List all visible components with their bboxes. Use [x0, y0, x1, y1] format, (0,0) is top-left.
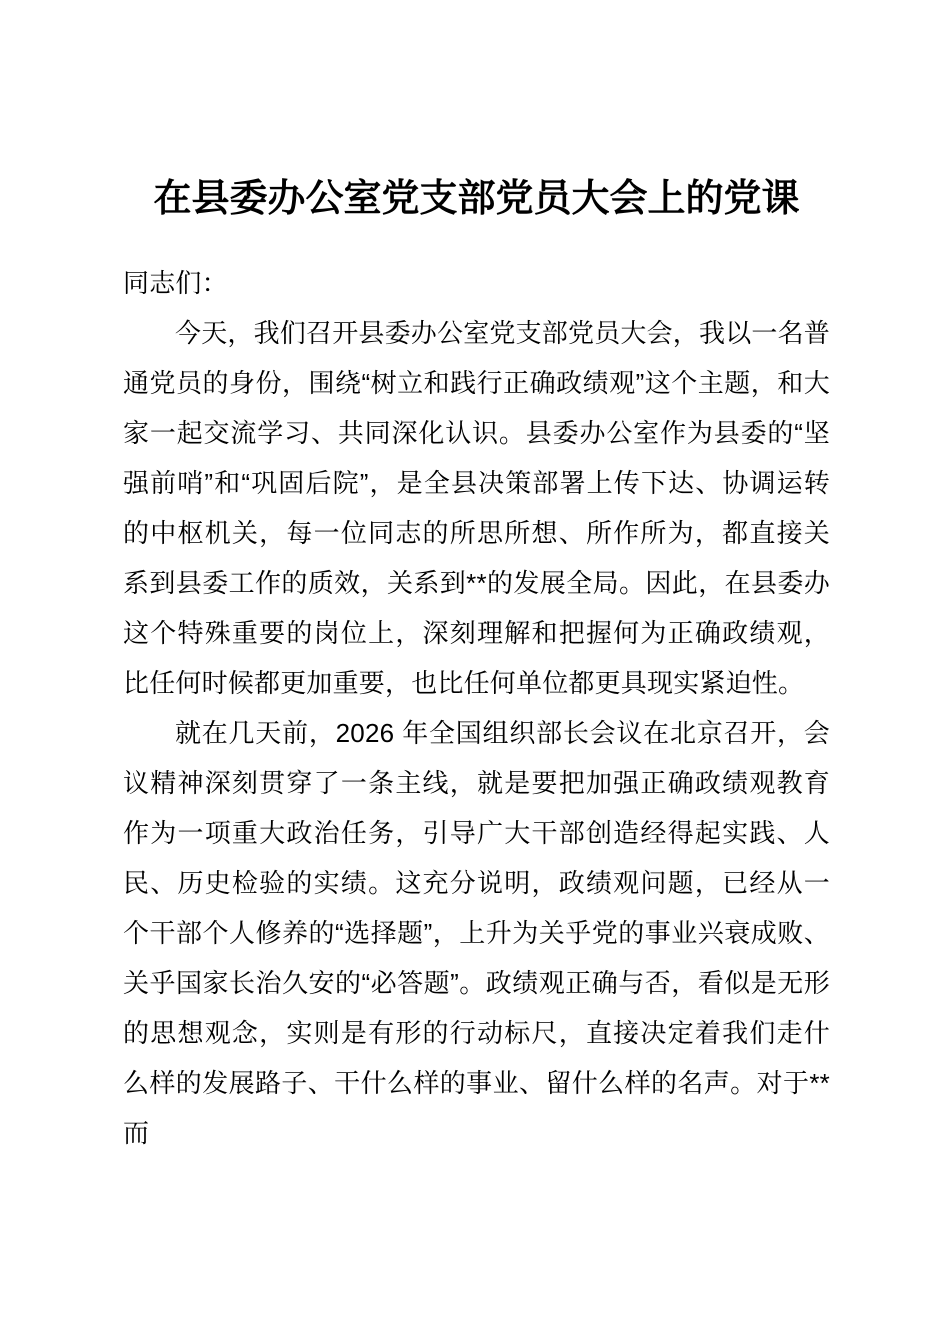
paragraph-1: 今天，我们召开县委办公室党支部党员大会，我以一名普通党员的身份，围绕“树立和践行正确政绩观”这个主题，和大家一起交流学习、共同深化认识。县委办公室作为县委的“坚强前哨”和“巩固后院”，是全县决策部署上传下达、协调运转的中枢机关，每一位同志的所思所想、所作所为，都直接关系到县委工作的质效，关系到**的发展全局。因此，在县委办这个特殊重要的岗位上，深刻理解和把握何为正确政绩观，比任何时候都更加重要，也比任何单位都更具现实紧迫性。	[123, 318, 831, 698]
document-body	[123, 258, 830, 1158]
paragraph-2: 就在几天前，2026 年全国组织部长会议在北京召开，会议精神深刻贯穿了一条主线，就是要把加强正确政绩观教育作为一项重大政治任务，引导广大干部创造经得起实践、人民、历史检验的实绩。这充分说明，政绩观问题，已经从一个干部个人修养的“选择题”，上升为关乎党的事业兴衰成败、关乎国家长治久安的“必答题”。政绩观正确与否，看似是无形的思想观念，实则是有形的行动标尺，直接决定着我们走什么样的发展路子、干什么样的事业、留什么样的名声。对于**而	[123, 718, 830, 1148]
document-title: 在县委办公室党支部党员大会上的党课	[153, 178, 800, 220]
salutation-line: 同志们：	[123, 268, 228, 298]
